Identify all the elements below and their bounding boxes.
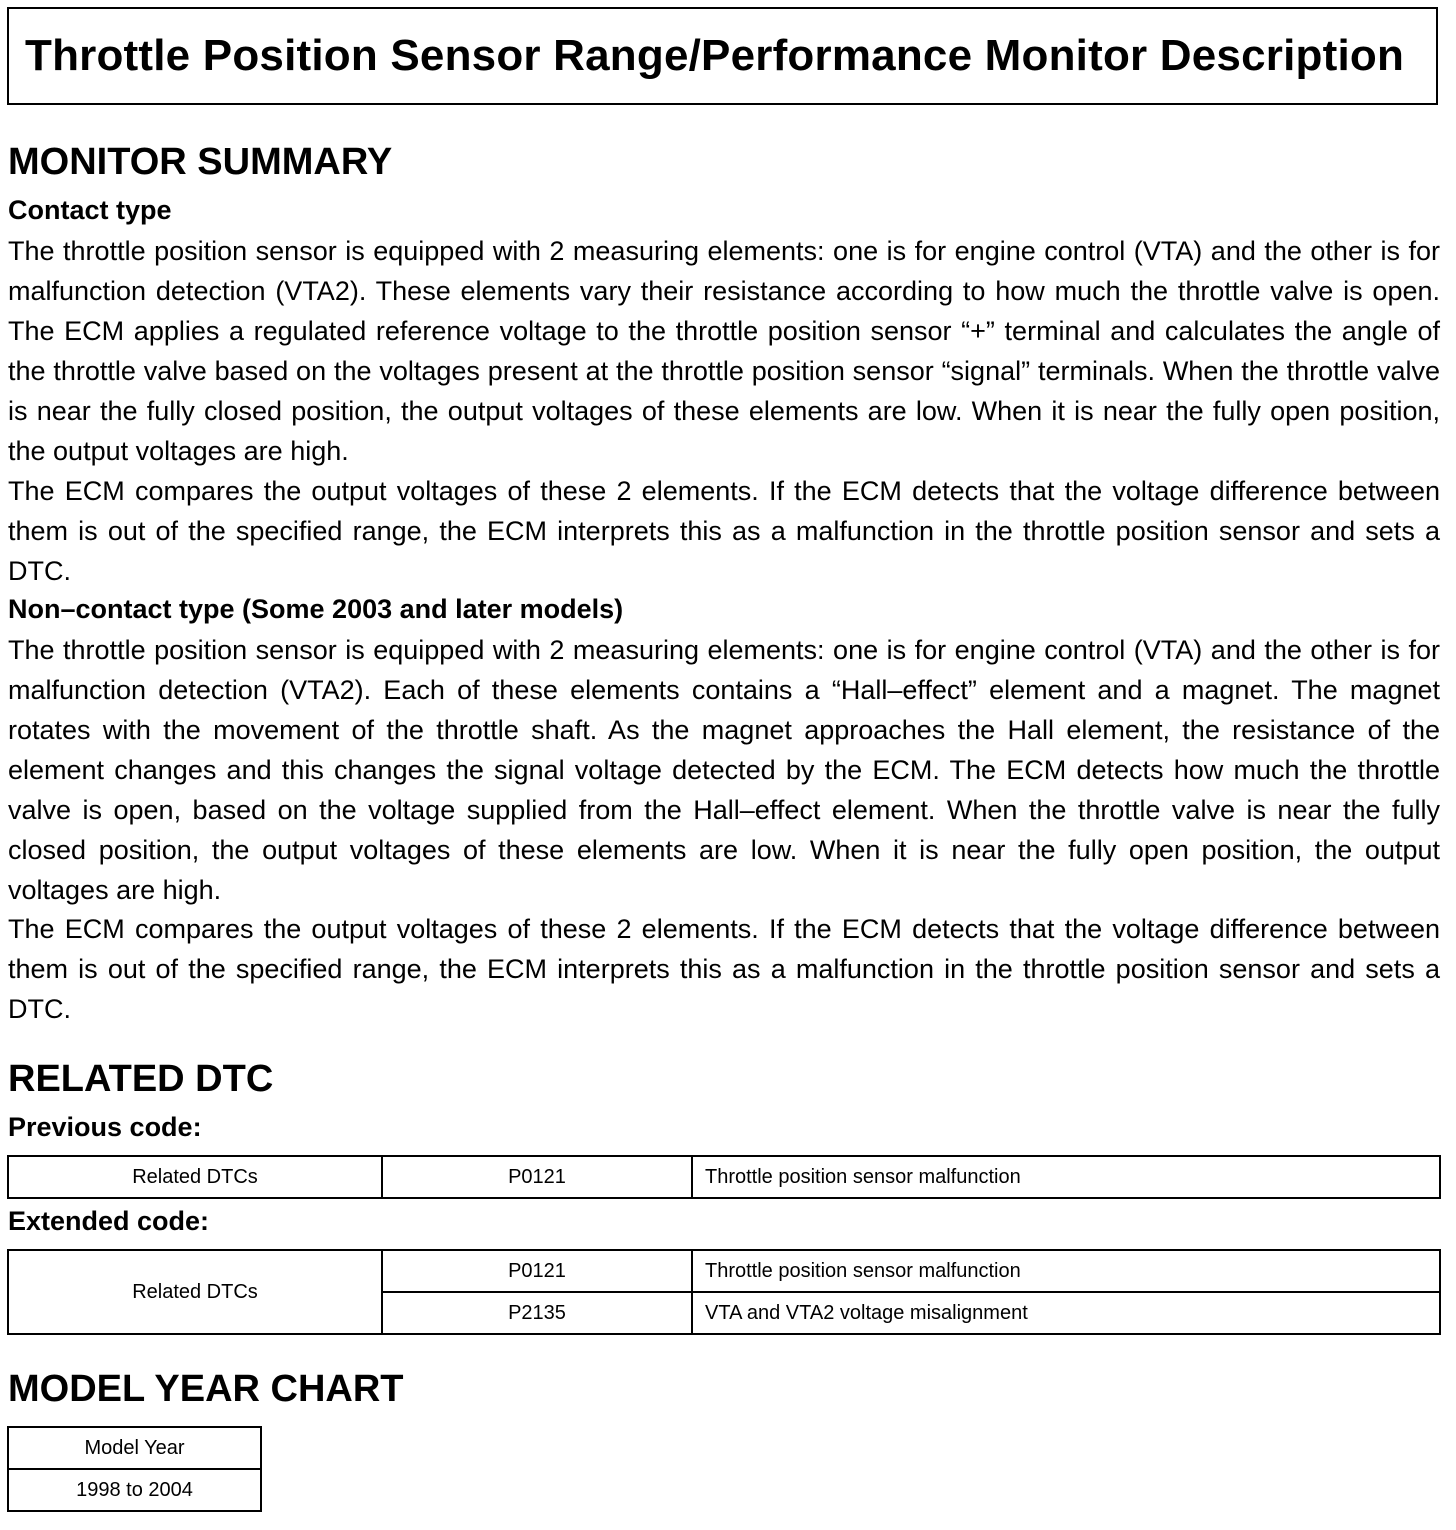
table-row — [8, 1469, 261, 1511]
extended-code-label: Extended code: — [8, 1206, 210, 1236]
previous-code-table — [7, 1155, 1441, 1199]
page-title: Throttle Position Sensor Range/Performance Monitor Description — [25, 31, 1405, 80]
noncontact-paragraph-1: The throttle position sensor is equipped with 2 measuring elements: one is for engine control (VTA) and the other is for malfunction detection (VTA2). Each of these elements contains a “Hall–effect” element and a magnet. The magnet rotates with the movement of the throttle shaft. As the magnet approaches the Hall element, the resistance of the element changes and this changes the signal voltage detected by the ECM. The ECM detects how much the throttle valve is open, based on the voltage supplied from the Hall–effect element. When the throttle valve is near the fully closed position, the output voltages of these elements are low. When it is near the fully open position, the output voltages are high. — [8, 635, 1440, 905]
noncontact-type-heading: Non–contact type (Some 2003 and later models) — [8, 594, 624, 624]
dtc-description: Throttle position sensor malfunction — [692, 1250, 1440, 1292]
extended-code-table — [7, 1249, 1441, 1335]
table-row — [8, 1250, 1440, 1292]
contact-paragraph-2: The ECM compares the output voltages of these 2 elements. If the ECM detects that the voltage difference between them is out of the specified range, the ECM interprets this as a malfunction in the throttle position sensor and sets a DTC. — [8, 476, 1440, 586]
monitor-summary-heading: MONITOR SUMMARY — [8, 141, 393, 183]
table-row — [8, 1427, 261, 1469]
related-dtc-heading: RELATED DTC — [8, 1058, 274, 1100]
contact-paragraph-1: The throttle position sensor is equipped with 2 measuring elements: one is for engine control (VTA) and the other is for malfunction detection (VTA2). These elements vary their resistance according to how much the throttle valve is open. The ECM applies a regulated reference voltage to the throttle position sensor “+” terminal and calculates the angle of the throttle valve based on the voltages present at the throttle position sensor “signal” terminals. When the throttle valve is near the fully closed position, the output voltages of these elements are low. When it is near the fully open position, the output voltages are high. — [8, 236, 1440, 466]
dtc-description: VTA and VTA2 voltage misalignment — [692, 1292, 1440, 1334]
model-year-table — [7, 1426, 262, 1512]
model-year-header: Model Year — [8, 1427, 261, 1469]
previous-code-label: Previous code: — [8, 1112, 202, 1142]
related-dtcs-label: Related DTCs — [8, 1156, 382, 1198]
noncontact-paragraph-2: The ECM compares the output voltages of these 2 elements. If the ECM detects that the voltage difference between them is out of the specified range, the ECM interprets this as a malfunction in the throttle position sensor and sets a DTC. — [8, 914, 1440, 1024]
dtc-description: Throttle position sensor malfunction — [692, 1156, 1440, 1198]
model-year-chart-heading: MODEL YEAR CHART — [8, 1368, 404, 1410]
dtc-code: P0121 — [382, 1156, 692, 1198]
title-box — [7, 7, 1438, 105]
related-dtcs-label: Related DTCs — [8, 1250, 382, 1334]
table-row — [8, 1156, 1440, 1198]
dtc-code: P0121 — [382, 1250, 692, 1292]
contact-type-heading: Contact type — [8, 195, 172, 225]
dtc-code: P2135 — [382, 1292, 692, 1334]
model-year-value: 1998 to 2004 — [8, 1469, 261, 1511]
